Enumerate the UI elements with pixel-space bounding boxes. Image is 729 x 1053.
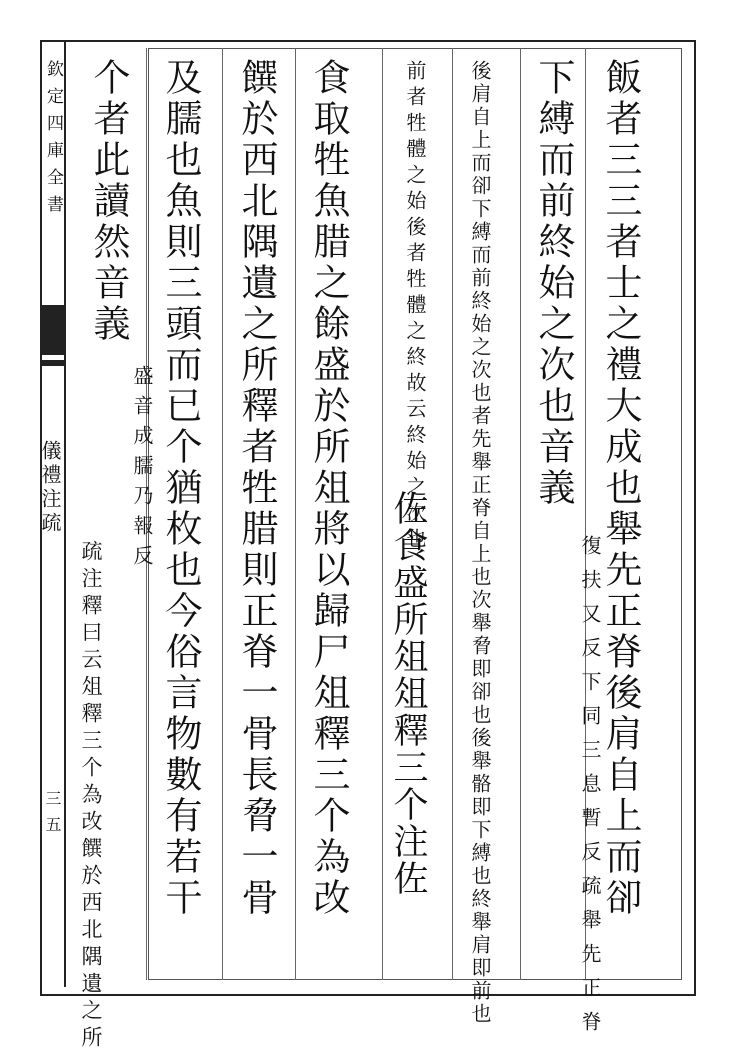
text-column-4: 前者牲體之始後者牲體之終故云終始之次也 <box>403 60 427 554</box>
fishtail-line <box>40 360 64 366</box>
text-column-7: 饌於西北隅遺之所釋者牲腊則正脊一骨長脅一骨 <box>235 58 278 919</box>
margin-chapter-title: 儀禮注疏 <box>38 440 62 536</box>
margin-page-number: 三五 <box>43 790 62 842</box>
fishtail-mark <box>40 305 64 355</box>
text-column-1: 飯者三三者士之禮大成也舉先正脊後肩自上而卻 <box>599 58 642 919</box>
text-column-6: 食取牲魚腊之餘盛於所俎將以歸尸俎釋三个為改 <box>307 58 350 919</box>
text-column-10: 疏注釋曰云俎釋三个為改饌於西北隅遺之所 <box>79 540 103 1053</box>
text-column-2-main: 下縛而前終始之次也音義 <box>532 58 575 509</box>
column-divider <box>382 48 383 980</box>
column-divider <box>452 48 453 980</box>
column-divider <box>222 48 223 980</box>
margin-book-title: 欽定四庫全書 <box>43 60 63 222</box>
text-column-5: 佐食盛所俎俎釋三个注佐 <box>388 490 428 897</box>
text-column-2-note: 復扶又反下同三息暫反疏舉先正脊 <box>578 535 602 1045</box>
column-divider <box>520 48 521 980</box>
text-column-9-note: 盛音成臑乃報反 <box>130 365 154 575</box>
text-column-3: 後肩自上而卻下縛而前終始之次也者先舉正脊自上也次舉脅即卻也後舉骼即下縛也終舉肩即前也 <box>468 60 492 1026</box>
text-column-8: 及臑也魚則三頭而已个猶枚也今俗言物數有若干 <box>159 58 202 919</box>
text-column-9-main: 个者此讀然音義 <box>87 58 130 345</box>
column-divider <box>295 48 296 980</box>
